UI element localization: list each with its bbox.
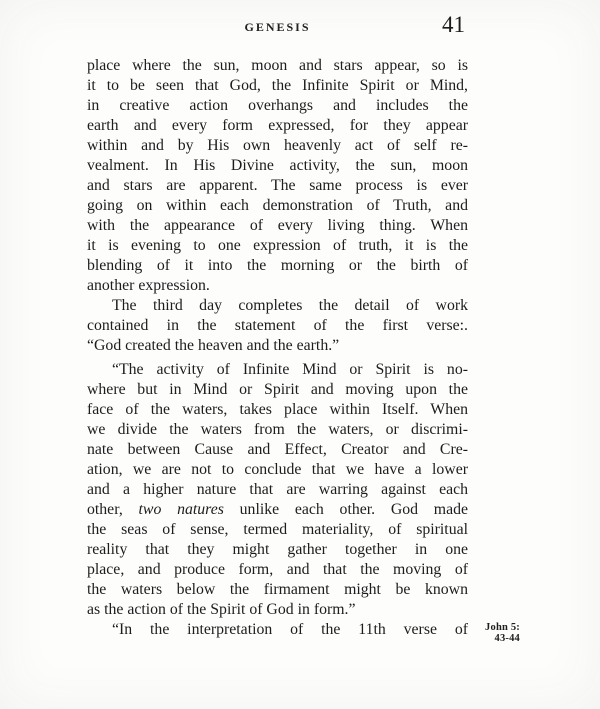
text-line: as the action of the Spirit of God in form.” [87, 601, 356, 618]
text-segment: unlike each other. God made [223, 501, 468, 518]
text-line: going on within each demonstration of Truth, and [87, 197, 468, 214]
text-line: earth and every form expressed, for they appear [87, 117, 468, 134]
paragraph [87, 296, 468, 356]
paragraph [87, 620, 468, 640]
text-line: contained in the statement of the first verse:. [87, 317, 468, 334]
text-line: the waters below the firmament might be known [87, 581, 468, 598]
margin-note-verses: 43-44 [494, 632, 520, 644]
text-line: within and by His own heavenly act of self re- [87, 137, 468, 154]
text-line: where but in Mind or Spirit and moving upon the [87, 381, 468, 398]
text-line: ation, we are not to conclude that we have a lower [87, 461, 468, 478]
text-line: place where the sun, moon and stars appear, so is [87, 57, 468, 74]
margin-note-reference: John 5: [485, 622, 520, 633]
text-line: nate between Cause and Effect, Creator and Cre- [87, 441, 468, 458]
paragraph [87, 56, 468, 296]
text-line: it is evening to one expression of truth, it is the [87, 237, 468, 254]
text-line: we divide the waters from the waters, or discrimi- [87, 421, 468, 438]
text-line [87, 500, 468, 520]
emphasized-text: two natures [138, 501, 224, 518]
text-line: another expression. [87, 277, 210, 294]
text-line: vealment. In His Divine activity, the sun, moon [87, 157, 468, 174]
text-line: in creative action overhangs and includes the [87, 97, 468, 114]
text-line: place, and produce form, and that the moving of [87, 561, 468, 578]
text-line: and a higher nature that are warring against each [87, 481, 468, 498]
running-title: GENESIS [244, 20, 311, 34]
text-line: “The activity of Infinite Mind or Spirit is no- [112, 361, 468, 378]
text-line: “God created the heaven and the earth.” [87, 337, 340, 354]
paragraph [87, 360, 468, 620]
text-line: face of the waters, takes place within Itself. When [87, 401, 468, 418]
text-line: the seas of sense, termed materiality, of spiritual [87, 521, 468, 538]
page-text [87, 56, 468, 640]
text-line: reality that they might gather together in one [87, 541, 468, 558]
text-segment: other, [87, 501, 139, 518]
text-line: and stars are apparent. The same process is ever [87, 177, 468, 194]
text-line: The third day completes the detail of work [112, 297, 468, 314]
text-line: blending of it into the morning or the birth of [87, 257, 468, 274]
page-number: 41 [442, 12, 465, 37]
text-line: “In the interpretation of the 11th verse of [112, 621, 468, 638]
text-line: with the appearance of every living thing. When [87, 217, 468, 234]
margin-note [475, 623, 520, 644]
text-line: it to be seen that God, the Infinite Spirit or Mind, [87, 77, 468, 94]
